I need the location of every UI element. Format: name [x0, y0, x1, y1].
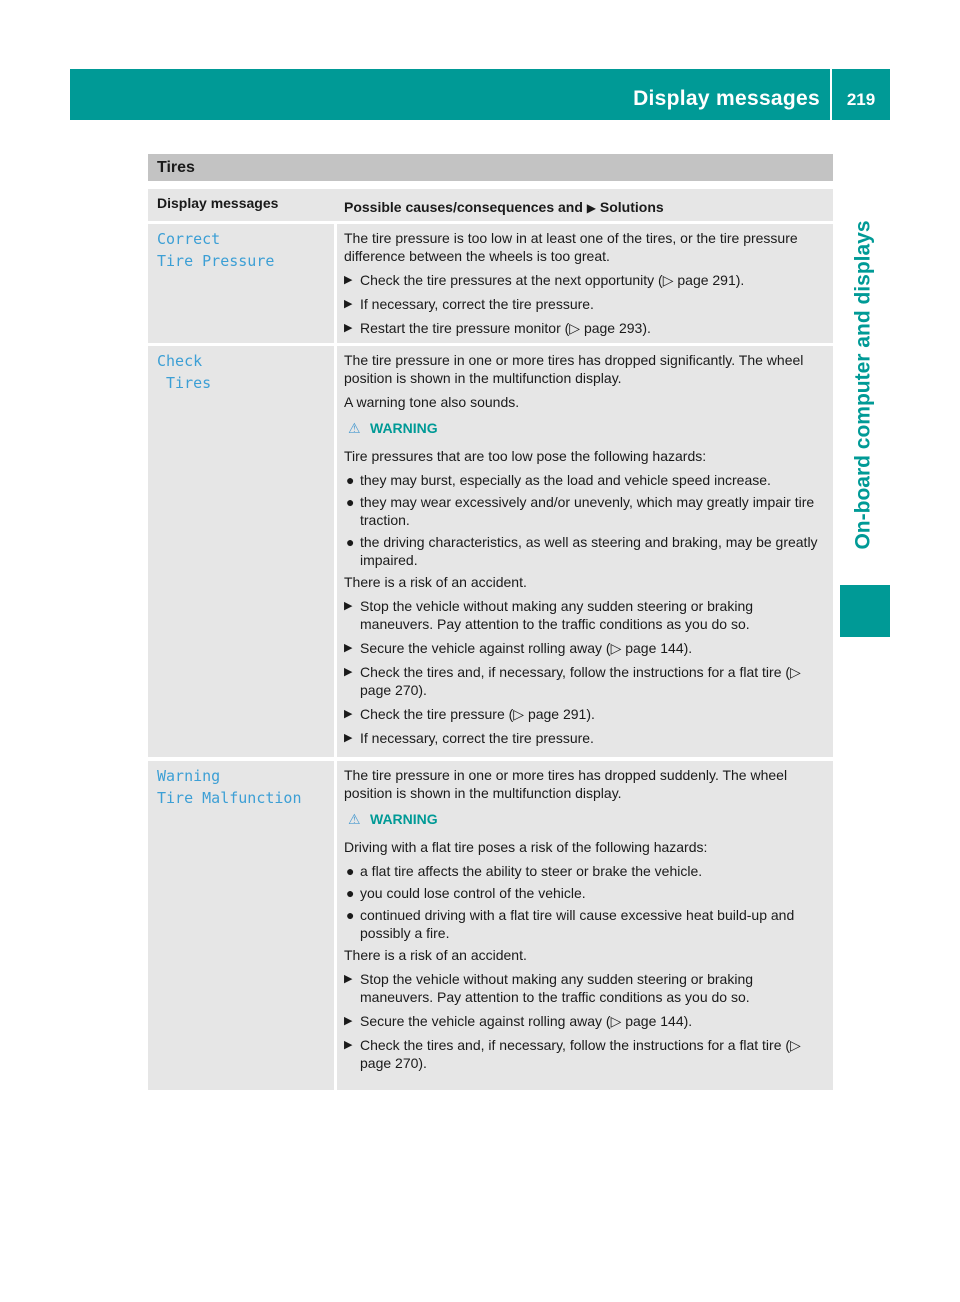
hazard-text: they may burst, especially as the load and vehicle speed increase.: [360, 472, 771, 488]
step-item: [344, 705, 830, 723]
hazard-item: [344, 493, 830, 529]
hazard-item: [344, 906, 830, 942]
table-row: [148, 761, 833, 1090]
column-divider: [334, 761, 337, 1090]
page-number: 219: [846, 90, 876, 109]
column-divider: [334, 346, 337, 757]
risk-text: There is a risk of an accident.: [344, 574, 527, 590]
right-triangle-icon: ▶: [344, 666, 353, 678]
header-title: Display messages: [633, 87, 820, 110]
step-text: Check the tire pressure (▷ page 291).: [360, 706, 595, 722]
cause-text: The tire pressure is too low in at least one of the tires, or the tire pressure difference between the wheels is too great.: [344, 230, 798, 264]
hazard-item: [344, 471, 830, 489]
page-header: [70, 69, 890, 120]
hazards-intro: Tire pressures that are too low pose the following hazards:: [344, 448, 707, 464]
section-title: Tires: [148, 154, 833, 181]
cause-text: The tire pressure in one or more tires has dropped significantly. The wheel position is shown in the multifunction display.: [344, 352, 804, 386]
right-triangle-icon: ▶: [344, 708, 353, 720]
message-line: Correct: [157, 230, 221, 248]
step-text: Stop the vehicle without making any sudden steering or braking maneuvers. Pay attention to the traffic conditions as you do so.: [360, 971, 754, 1005]
hazards-intro: Driving with a flat tire poses a risk of the following hazards:: [344, 839, 708, 855]
step-item: [344, 639, 830, 657]
hazard-item: [344, 862, 830, 880]
step-text: Stop the vehicle without making any sudden steering or braking maneuvers. Pay attention to the traffic conditions as you do so.: [360, 598, 754, 632]
bullet-icon: ●: [346, 494, 355, 510]
step-item: [344, 663, 830, 699]
chapter-side-tab: [838, 120, 890, 650]
message-line: Check: [157, 352, 203, 370]
display-message-cell: [148, 761, 334, 1090]
chapter-marker: [840, 585, 890, 637]
message-line: Tire Pressure: [157, 252, 275, 270]
solutions-cell: [344, 229, 830, 343]
display-message: [157, 350, 211, 394]
table-row: [148, 346, 833, 757]
warning-heading: [344, 810, 830, 828]
step-text: Check the tires and, if necessary, follow the instructions for a flat tire (▷ page 270).: [360, 1037, 801, 1071]
right-triangle-icon: ▶: [344, 732, 353, 744]
step-text: Check the tires and, if necessary, follow the instructions for a flat tire (▷ page 270).: [360, 664, 801, 698]
step-item: [344, 970, 830, 1006]
hazard-text: you could lose control of the vehicle.: [360, 885, 586, 901]
warning-label: WARNING: [370, 811, 438, 827]
message-line: Tire Malfunction: [157, 789, 302, 807]
col2-header: [344, 191, 664, 224]
warning-triangle-icon: ⚠: [348, 420, 361, 436]
hazard-text: the driving characteristics, as well as steering and braking, may be greatly impaired.: [360, 534, 818, 568]
right-triangle-icon: ▶: [344, 600, 353, 612]
step-item: [344, 319, 830, 337]
right-triangle-icon: ▶: [344, 1039, 353, 1051]
step-text: Secure the vehicle against rolling away (▷ page 144).: [360, 1013, 693, 1029]
message-line: Tires: [157, 374, 212, 392]
right-triangle-icon: ▶: [586, 201, 597, 215]
hazard-text: continued driving with a flat tire will cause excessive heat build-up and possibly a fire.: [360, 907, 795, 941]
display-message-cell: [148, 224, 334, 343]
warning-heading: [344, 419, 830, 437]
table-row: [148, 224, 833, 343]
right-triangle-icon: ▶: [344, 1015, 353, 1027]
display-message-cell: [148, 346, 334, 757]
right-triangle-icon: ▶: [344, 298, 353, 310]
step-item: [344, 271, 830, 289]
col1-header: Display messages: [157, 195, 279, 211]
message-line: Warning: [157, 767, 221, 785]
step-text: Check the tire pressures at the next opportunity (▷ page 291).: [360, 272, 745, 288]
step-text: Restart the tire pressure monitor (▷ page 293).: [360, 320, 651, 336]
warning-label: WARNING: [370, 420, 438, 436]
col2-header-solutions: Solutions: [599, 199, 664, 215]
step-item: [344, 1012, 830, 1030]
bullet-icon: ●: [346, 863, 355, 879]
right-triangle-icon: ▶: [344, 642, 353, 654]
col2-header-text: Possible causes/consequences and: [344, 199, 583, 215]
step-item: [344, 597, 830, 633]
solutions-cell: [344, 351, 830, 753]
cause-text: A warning tone also sounds.: [344, 394, 520, 410]
hazard-item: [344, 533, 830, 569]
step-item: [344, 295, 830, 313]
step-text: If necessary, correct the tire pressure.: [360, 296, 594, 312]
hazard-text: a flat tire affects the ability to steer or brake the vehicle.: [360, 863, 703, 879]
bullet-icon: ●: [346, 885, 355, 901]
display-message: [157, 228, 274, 272]
table-header: [148, 189, 833, 221]
right-triangle-icon: ▶: [344, 274, 353, 286]
step-item: [344, 1036, 830, 1072]
hazard-text: they may wear excessively and/or unevenly, which may greatly impair tire traction.: [360, 494, 815, 528]
hazard-item: [344, 884, 830, 902]
right-triangle-icon: ▶: [344, 973, 353, 985]
bullet-icon: ●: [346, 534, 355, 550]
chapter-title: On-board computer and displays: [852, 220, 875, 550]
cause-text: The tire pressure in one or more tires has dropped suddenly. The wheel position is shown in the multifunction display.: [344, 767, 788, 801]
step-text: Secure the vehicle against rolling away (▷ page 144).: [360, 640, 693, 656]
column-divider: [334, 224, 337, 343]
right-triangle-icon: ▶: [344, 322, 353, 334]
step-item: [344, 729, 830, 747]
bullet-icon: ●: [346, 907, 355, 923]
solutions-cell: [344, 766, 830, 1078]
risk-text: There is a risk of an accident.: [344, 947, 527, 963]
warning-triangle-icon: ⚠: [348, 811, 361, 827]
bullet-icon: ●: [346, 472, 355, 488]
step-text: If necessary, correct the tire pressure.: [360, 730, 594, 746]
display-message: [157, 765, 302, 809]
